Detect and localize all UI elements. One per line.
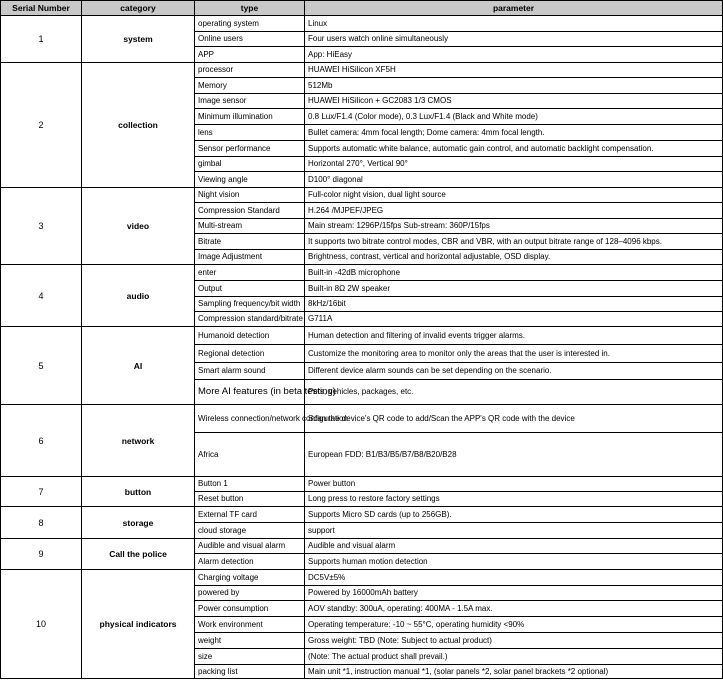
type-cell: Smart alarm sound	[195, 363, 305, 380]
parameter-cell: Pets, vehicles, packages, etc.	[305, 380, 723, 405]
parameter-cell: Built-in -42dB microphone	[305, 265, 723, 281]
category-cell: Call the police	[82, 539, 195, 570]
parameter-cell: Human detection and filtering of invalid events trigger alarms.	[305, 327, 723, 345]
type-cell: weight	[195, 633, 305, 649]
table-row	[1, 265, 723, 281]
category-cell: AI	[82, 327, 195, 405]
type-cell: enter	[195, 265, 305, 281]
parameter-cell: H.264 /MJPEF/JPEG	[305, 203, 723, 219]
type-cell: powered by	[195, 586, 305, 601]
type-cell: Charging voltage	[195, 570, 305, 586]
type-cell: APP	[195, 47, 305, 63]
type-cell: Alarm detection	[195, 554, 305, 570]
type-cell: Reset button	[195, 492, 305, 507]
table-row	[1, 539, 723, 554]
header-parameter: parameter	[305, 1, 723, 16]
parameter-cell: Main stream: 1296P/15fps Sub-stream: 360P/15fps	[305, 219, 723, 234]
parameter-cell: Gross weight: TBD (Note: Subject to actual product)	[305, 633, 723, 649]
table-row	[1, 507, 723, 523]
parameter-cell: Horizontal 270°, Vertical 90°	[305, 157, 723, 172]
type-cell: Image Adjustment	[195, 250, 305, 265]
serial-number-cell: 2	[1, 63, 82, 188]
parameter-cell: Audible and visual alarm	[305, 539, 723, 554]
category-cell: audio	[82, 265, 195, 327]
parameter-cell: Linux	[305, 16, 723, 32]
parameter-cell: 8kHz/16bit	[305, 297, 723, 312]
parameter-cell: 512Mb	[305, 78, 723, 94]
type-cell: Bitrate	[195, 234, 305, 250]
type-cell: Sensor performance	[195, 141, 305, 157]
parameter-cell: Main unit *1, instruction manual *1, (solar panels *2, solar panel brackets *2 optional)	[305, 665, 723, 679]
header-serial: Serial Number	[1, 1, 82, 16]
serial-number-cell: 3	[1, 188, 82, 265]
category-cell: collection	[82, 63, 195, 188]
table-row	[1, 16, 723, 32]
serial-number-cell: 4	[1, 265, 82, 327]
type-cell: Africa	[195, 433, 305, 477]
header-category: category	[82, 1, 195, 16]
parameter-cell: Power button	[305, 477, 723, 492]
type-cell: Power consumption	[195, 601, 305, 617]
parameter-cell: It supports two bitrate control modes, CBR and VBR, with an output bitrate range of 128–4096 kbps.	[305, 234, 723, 250]
spec-body	[1, 16, 723, 679]
type-cell: Humanoid detection	[195, 327, 305, 345]
type-cell: Regional detection	[195, 345, 305, 363]
serial-number-cell: 10	[1, 570, 82, 679]
serial-number-cell: 7	[1, 477, 82, 507]
parameter-cell: Customize the monitoring area to monitor only the areas that the user is interested in.	[305, 345, 723, 363]
parameter-cell: Supports automatic white balance, automatic gain control, and automatic backlight compensation.	[305, 141, 723, 157]
parameter-cell: European FDD: B1/B3/B5/B7/B8/B20/B28	[305, 433, 723, 477]
serial-number-cell: 1	[1, 16, 82, 63]
type-cell: Minimum illumination	[195, 109, 305, 125]
type-cell: Compression Standard	[195, 203, 305, 219]
table-row	[1, 477, 723, 492]
parameter-cell: DC5V±5%	[305, 570, 723, 586]
type-cell: Audible and visual alarm	[195, 539, 305, 554]
category-cell: storage	[82, 507, 195, 539]
header-row	[1, 1, 723, 16]
parameter-cell: HUAWEI HiSilicon XF5H	[305, 63, 723, 78]
parameter-cell: Built-in 8Ω 2W speaker	[305, 281, 723, 297]
category-cell: video	[82, 188, 195, 265]
parameter-cell: HUAWEI HiSilicon + GC2083 1/3 CMOS	[305, 94, 723, 109]
parameter-cell: Supports Micro SD cards (up to 256GB).	[305, 507, 723, 523]
type-cell: Memory	[195, 78, 305, 94]
type-cell: gimbal	[195, 157, 305, 172]
table-row	[1, 188, 723, 203]
parameter-cell: D100° diagonal	[305, 172, 723, 188]
type-cell: Sampling frequency/bit width	[195, 297, 305, 312]
parameter-cell: Operating temperature: -10 ~ 55°C, operating humidity <90%	[305, 617, 723, 633]
serial-number-cell: 9	[1, 539, 82, 570]
category-cell: network	[82, 405, 195, 477]
header-type: type	[195, 1, 305, 16]
category-cell: system	[82, 16, 195, 63]
parameter-cell: support	[305, 523, 723, 539]
type-cell: processor	[195, 63, 305, 78]
category-cell: physical indicators	[82, 570, 195, 679]
type-cell: Work environment	[195, 617, 305, 633]
parameter-cell: Four users watch online simultaneously	[305, 32, 723, 47]
table-row	[1, 570, 723, 586]
type-cell: Night vision	[195, 188, 305, 203]
type-cell: Multi-stream	[195, 219, 305, 234]
table-row	[1, 405, 723, 433]
type-cell: Online users	[195, 32, 305, 47]
type-cell: More AI features (in beta testing)	[195, 380, 305, 405]
parameter-cell: Bullet camera: 4mm focal length; Dome camera: 4mm focal length.	[305, 125, 723, 141]
category-cell: button	[82, 477, 195, 507]
parameter-cell: Powered by 16000mAh battery	[305, 586, 723, 601]
parameter-cell: Long press to restore factory settings	[305, 492, 723, 507]
type-cell: Output	[195, 281, 305, 297]
parameter-cell: AOV standby: 300uA, operating: 400MA - 1.5A max.	[305, 601, 723, 617]
type-cell: cloud storage	[195, 523, 305, 539]
type-cell: packing list	[195, 665, 305, 679]
type-cell: Wireless connection/network configuration	[195, 405, 305, 433]
parameter-cell: Full-color night vision, dual light source	[305, 188, 723, 203]
serial-number-cell: 6	[1, 405, 82, 477]
type-cell: External TF card	[195, 507, 305, 523]
parameter-cell: Scan the device's QR code to add/Scan the APP's QR code with the device	[305, 405, 723, 433]
parameter-cell: Supports human motion detection	[305, 554, 723, 570]
parameter-cell: App: HiEasy	[305, 47, 723, 63]
parameter-cell: Different device alarm sounds can be set depending on the scenario.	[305, 363, 723, 380]
type-cell: Compression standard/bitrate	[195, 312, 305, 327]
type-cell: Button 1	[195, 477, 305, 492]
type-cell: Viewing angle	[195, 172, 305, 188]
table-row	[1, 63, 723, 78]
parameter-cell: G711A	[305, 312, 723, 327]
type-cell: operating system	[195, 16, 305, 32]
type-cell: Image sensor	[195, 94, 305, 109]
parameter-cell: 0.8 Lux/F1.4 (Color mode), 0.3 Lux/F1.4 (Black and White mode)	[305, 109, 723, 125]
serial-number-cell: 8	[1, 507, 82, 539]
table-row	[1, 327, 723, 345]
type-cell: lens	[195, 125, 305, 141]
type-cell: size	[195, 649, 305, 665]
parameter-cell: (Note: The actual product shall prevail.)	[305, 649, 723, 665]
serial-number-cell: 5	[1, 327, 82, 405]
parameter-cell: Brightness, contrast, vertical and horizontal adjustable, OSD display.	[305, 250, 723, 265]
